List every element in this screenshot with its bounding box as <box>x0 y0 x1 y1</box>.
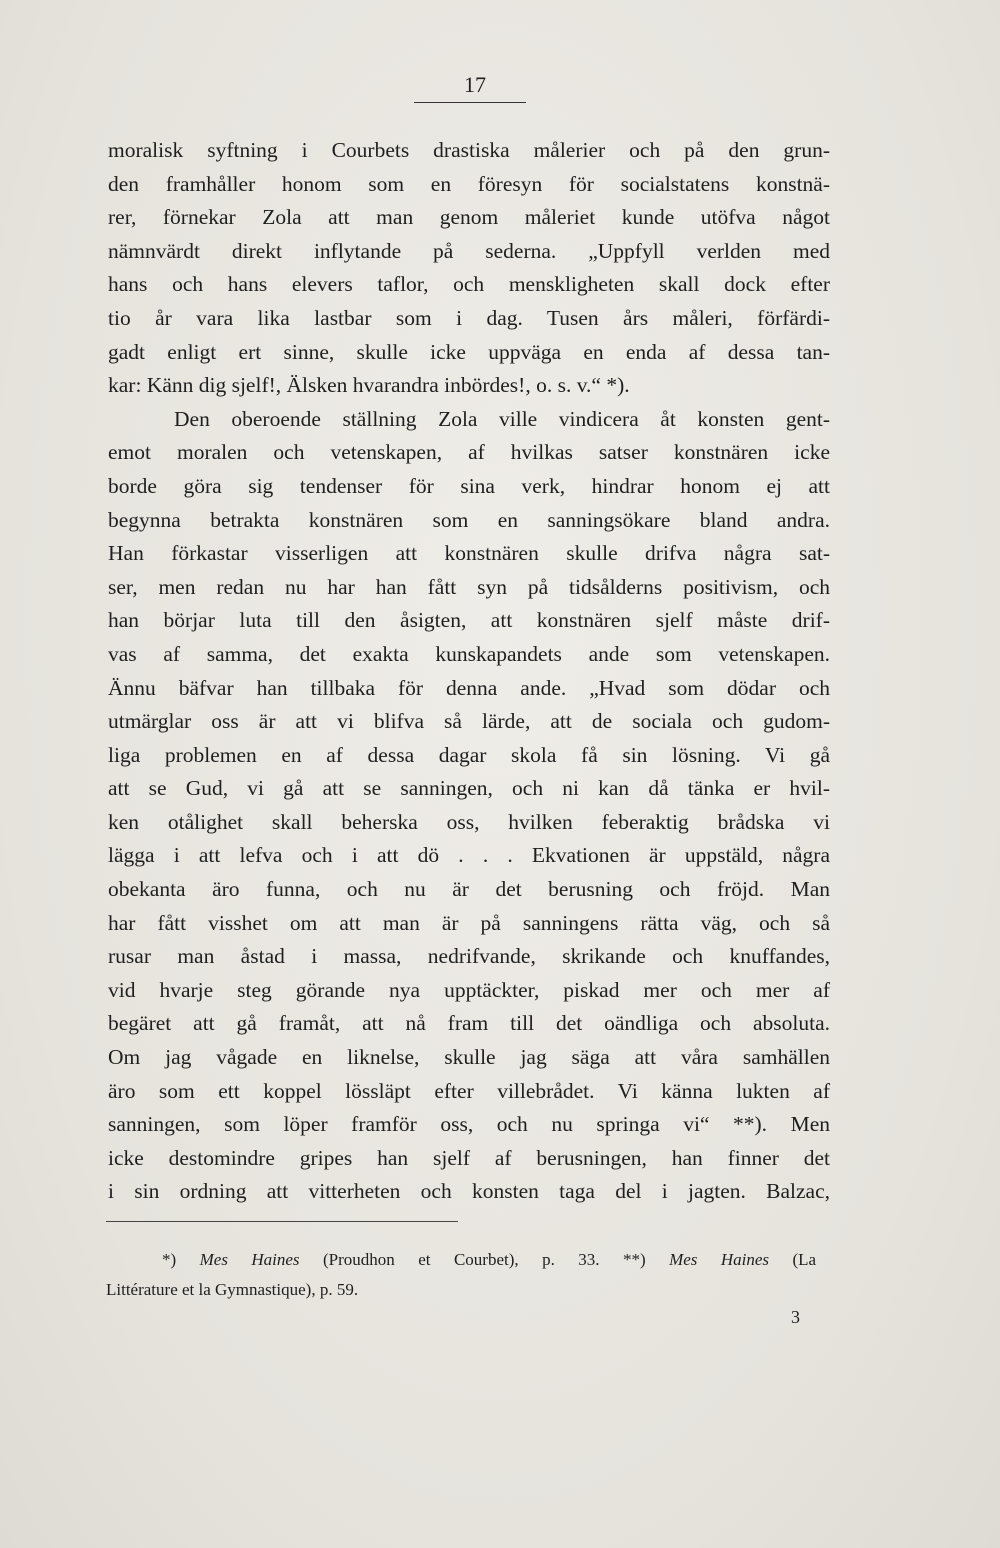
text-line-5: hans och hans elevers taflor, och menskligheten skall dock efter <box>108 272 830 297</box>
text-line-15: han börjar luta till den åsigten, att konstnären sjelf måste drif- <box>108 608 830 633</box>
text-line-16: vas af samma, det exakta kunskapandets ande som vetenskapen. <box>108 641 830 666</box>
text-line-11: borde göra sig tendenser för sina verk, hindrar honom ej att <box>108 473 830 498</box>
text-line-22: lägga i att lefva och i att dö . . . Ekvationen är uppstäld, några <box>108 843 830 868</box>
text-line-24: har fått visshet om att man är på sanningens rätta väg, och så <box>108 910 830 935</box>
text-line-19: liga problemen en af dessa dagar skola få sin lösning. Vi gå <box>108 742 830 767</box>
text-line-20: att se Gud, vi gå att se sanningen, och ni kan då tänka er hvil- <box>108 776 830 801</box>
footnote-1-marker: *) <box>162 1250 177 1269</box>
text-line-13: Han förkastar visserligen att konstnären skulle drifva några sat- <box>108 541 830 566</box>
text-line-27: begäret att gå framåt, att nå fram till det oändliga och absoluta. <box>108 1011 830 1036</box>
text-line-14: ser, men redan nu har han fått syn på tidsålderns positivism, och <box>108 574 830 599</box>
text-line-26: vid hvarje steg görande nya upptäckter, piskad mer och mer af <box>108 977 830 1002</box>
text-line-7: gadt enligt ert sinne, skulle icke uppväga en enda af dessa tan- <box>108 339 830 364</box>
text-line-8: kar: Känn dig sjelf!, Älsken hvarandra inbördes!, o. s. v.“ *). <box>108 373 630 398</box>
text-line-21: ken otålighet skall beherska oss, hvilken feberaktig brådska vi <box>108 809 830 834</box>
text-line-6: tio år vara lika lastbar som i dag. Tusen års måleri, förfärdi- <box>108 305 830 330</box>
text-line-4: nämnvärdt direkt inflytande på sederna. „Uppfyll verlden med <box>108 238 830 263</box>
text-line-2: den framhåller honom som en föresyn för socialstatens konstnä- <box>108 171 830 196</box>
text-line-28: Om jag vågade en liknelse, skulle jag säga att våra samhällen <box>108 1045 830 1070</box>
footnote-2-text-a: (La <box>792 1250 817 1269</box>
text-line-9: Den oberoende ställning Zola ville vindicera åt konsten gent- <box>174 406 830 431</box>
footnote-2-marker: **) <box>622 1250 646 1269</box>
text-line-30: sanningen, som löper framför oss, och nu springa vi“ **). Men <box>108 1112 830 1137</box>
footnote-rule <box>106 1221 458 1222</box>
page-number: 17 <box>464 72 486 97</box>
header-rule <box>414 102 526 103</box>
footnote-line-2: Littérature et la Gymnastique), p. 59. <box>106 1280 359 1299</box>
text-line-3: rer, förnekar Zola att man genom måleriet kunde utöfva något <box>108 205 830 230</box>
footnotes <box>106 1245 816 1305</box>
footnote-line-1 <box>106 1245 816 1275</box>
footnote-1-title: Mes Haines <box>199 1250 300 1269</box>
text-line-18: utmärglar oss är att vi blifva så lärde, att de sociala och gudom- <box>108 709 830 734</box>
text-line-25: rusar man åstad i massa, nedrifvande, skrikande och knuffandes, <box>108 944 830 969</box>
text-line-10: emot moralen och vetenskapen, af hvilkas satser konstnären icke <box>108 440 830 465</box>
signature-mark: 3 <box>791 1307 800 1327</box>
text-line-17: Ännu bäfvar han tillbaka för denna ande. „Hvad som dödar och <box>108 675 830 700</box>
text-line-1: moralisk syftning i Courbets drastiska målerier och på den grun- <box>108 138 830 162</box>
text-line-29: äro som ett koppel lössläpt efter villebrådet. Vi känna lukten af <box>108 1078 830 1103</box>
body-text <box>108 134 830 1209</box>
footnote-1-text: (Proudhon et Courbet), p. 33. <box>323 1250 600 1269</box>
text-line-23: obekanta äro funna, och nu är det berusning och fröjd. Man <box>108 877 830 902</box>
text-line-12: begynna betrakta konstnären som en sanningsökare bland andra. <box>108 507 830 532</box>
text-line-31: icke destomindre gripes han sjelf af berusningen, han finner det <box>108 1145 830 1170</box>
footnote-2-title: Mes Haines <box>669 1250 770 1269</box>
text-line-32: i sin ordning att vitterheten och konsten taga del i jagten. Balzac, <box>108 1179 830 1204</box>
